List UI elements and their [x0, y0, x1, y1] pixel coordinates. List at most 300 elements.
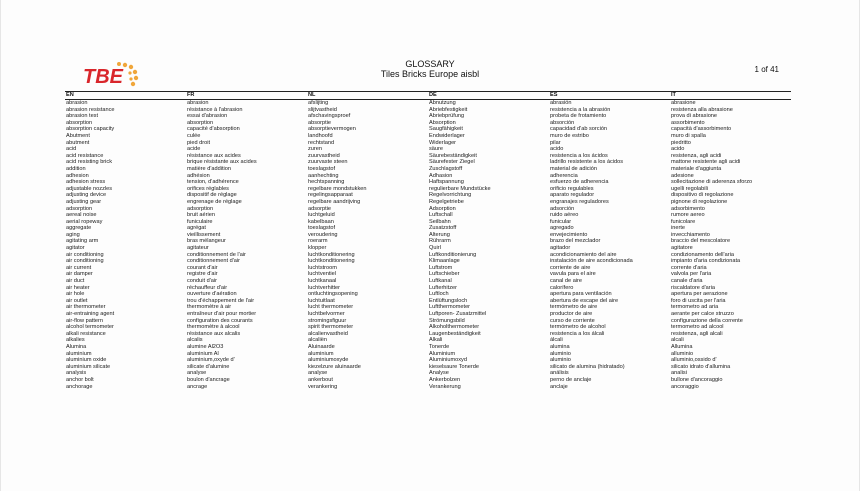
term-fr: tension, d'adhérence — [187, 179, 239, 186]
term-es: calorífero — [550, 284, 574, 291]
term-es: absorción — [550, 119, 575, 126]
term-en: adjusting gear — [66, 198, 102, 205]
term-nl: landhoofd — [308, 132, 333, 139]
term-es: aluminio — [550, 350, 571, 357]
term-en: air hole — [66, 291, 85, 298]
term-it: alluminio — [671, 350, 694, 357]
term-en: alcohol termometer — [66, 324, 114, 331]
term-fr: agrégat — [187, 225, 206, 232]
term-fr: essai d'abrasion — [187, 113, 228, 120]
column-header-fr: FR — [186, 92, 307, 100]
term-de: Seilbahn — [429, 218, 451, 225]
term-fr: ouverture d'aération — [187, 291, 237, 298]
term-es: canal de aire — [550, 278, 583, 285]
term-es: vavula para el aire — [550, 271, 596, 278]
term-nl: zuurvaste steen — [308, 159, 348, 166]
table-row — [65, 153, 791, 160]
term-es: resistencia a los álcali — [550, 330, 605, 337]
term-it: apertura per aerazione — [671, 291, 728, 298]
term-fr: résistance aux alcalis — [187, 330, 241, 337]
term-it: acido — [671, 146, 685, 153]
term-de: Rührarm — [429, 238, 451, 245]
term-es: ladrillo resistente a los ácidos — [550, 159, 624, 166]
term-en: aging — [66, 231, 80, 238]
term-it: sollecitazione di aderenza sforzo — [671, 179, 753, 186]
term-fr: trou d'échappement de l'air — [187, 297, 255, 304]
table-row — [65, 186, 791, 193]
table-row — [65, 126, 791, 133]
term-nl: luchtstroom — [308, 264, 337, 271]
term-en: alkali resistance — [66, 330, 106, 337]
term-es: análisis — [550, 370, 569, 377]
term-en: air-entraining agent — [66, 311, 115, 317]
table-row — [65, 159, 791, 166]
term-it: muro di spalla — [671, 132, 706, 139]
term-it: corrente d'aria — [671, 264, 707, 271]
term-nl: luchtkanaal — [308, 278, 337, 285]
term-fr: engrenage de réglage — [187, 198, 242, 205]
table-row — [65, 245, 791, 252]
term-fr: agitateur — [187, 245, 209, 252]
table-row — [65, 173, 791, 180]
term-de: Abnutzung — [429, 100, 456, 106]
term-es: apertura para ventilación — [550, 291, 612, 298]
term-fr: alumine Al2O3 — [187, 343, 224, 350]
term-en: abrasion resistance — [66, 106, 115, 113]
term-it: adesione — [671, 172, 694, 179]
table-row — [65, 337, 791, 344]
term-nl: toeslagstof — [308, 165, 336, 172]
table-row — [65, 318, 791, 325]
term-de: Adsorption — [429, 205, 456, 212]
organization-name: Tiles Bricks Europe aisbl — [380, 69, 480, 79]
term-es: funicular — [550, 218, 572, 225]
term-en: acid resistance — [66, 152, 104, 159]
term-fr: alcalis — [187, 337, 203, 344]
term-es: resistencia a los ácidos — [550, 152, 608, 159]
term-nl: lucht thermometer — [308, 304, 354, 311]
term-en: analysis — [66, 370, 87, 377]
term-it: prova di abrasione — [671, 113, 718, 120]
term-de: Zuschlagstoff — [429, 165, 463, 172]
table-row — [65, 285, 791, 292]
term-it: ancoraggio — [671, 383, 699, 390]
column-header-it: IT — [670, 92, 791, 100]
term-nl: absorptievermogen — [308, 126, 356, 133]
term-es: material de adición — [550, 165, 597, 172]
term-it: silicato idrato d'allumina — [671, 363, 731, 370]
term-es: adherencia — [550, 172, 578, 179]
term-de: Saugfähigkeit — [429, 126, 463, 133]
term-de: Luftkanal — [429, 278, 452, 285]
term-es: abertura de escape del aire — [550, 297, 619, 304]
term-nl: regelbare mondstukken — [308, 185, 367, 192]
term-nl: ontluchtingsopening — [308, 291, 358, 298]
term-de: Säurebeständigkeit — [429, 152, 477, 159]
term-es: capacidad d'ab sorción — [550, 126, 608, 133]
term-en: abutment — [66, 139, 90, 146]
table-row — [65, 238, 791, 245]
term-en: adjustable nozzles — [66, 185, 113, 192]
term-fr: thermomètre à air — [187, 304, 232, 311]
term-es: acondicionamiento del aire — [550, 251, 617, 258]
table-row — [65, 311, 791, 318]
term-nl: slijtvastheid — [308, 106, 337, 113]
column-header-en: EN — [65, 92, 186, 100]
term-it: aerante per calce struzzo — [671, 311, 734, 317]
term-de: Alterung — [429, 231, 450, 238]
term-nl: kiezelzure aluinaarde — [308, 363, 361, 370]
term-de: Adhasion — [429, 172, 453, 179]
term-it: termometro ad aria — [671, 304, 719, 311]
term-fr: adhésion — [187, 172, 210, 179]
table-row — [65, 212, 791, 219]
table-row — [65, 179, 791, 186]
term-nl: aluminium — [308, 350, 334, 357]
table-row — [65, 206, 791, 213]
term-de: Luftschieber — [429, 271, 460, 278]
term-en: aereal noise — [66, 212, 97, 219]
term-nl: luchtgeluid — [308, 212, 335, 219]
term-fr: vieillissement — [187, 231, 221, 238]
term-de: Klimaanlage — [429, 258, 460, 265]
term-it: ugelli regolabili — [671, 185, 709, 192]
term-fr: absorption — [187, 119, 214, 126]
term-fr: conditionnement d'air — [187, 258, 240, 265]
term-it: canale d'aria — [671, 278, 703, 285]
term-it: resistenza, agli acidi — [671, 152, 722, 159]
table-row — [65, 304, 791, 311]
term-nl: spirit thermometer — [308, 324, 354, 331]
term-it: pignone di regolazione — [671, 198, 728, 205]
term-it: adsorbimento — [671, 205, 705, 212]
term-es: probeta de frotamiento — [550, 113, 607, 120]
term-de: Luftstrom — [429, 264, 453, 271]
term-it: dispositivo di regolazione — [671, 192, 734, 199]
term-es: muro de estribo — [550, 132, 589, 139]
term-es: anclaje — [550, 383, 568, 390]
table-row — [65, 225, 791, 232]
term-es: perno de anclaje — [550, 376, 592, 383]
table-row — [65, 192, 791, 199]
term-en: absorption capacity — [66, 126, 115, 133]
term-en: alkalies — [66, 337, 85, 344]
term-nl: luchtbelvormer — [308, 311, 345, 317]
glossary-title: GLOSSARY — [405, 59, 455, 69]
table-row — [65, 232, 791, 239]
term-fr: conduit d'air — [187, 278, 217, 285]
term-it: alcali — [671, 337, 684, 344]
term-de: Strömungsbild — [429, 317, 465, 324]
term-es: corriente de aire — [550, 264, 591, 271]
term-en: abrasion — [66, 100, 88, 106]
term-es: acido — [550, 146, 564, 153]
term-it: capacità d'assorbimento — [671, 126, 732, 133]
term-it: termometro ad alcool — [671, 324, 724, 331]
term-it: foro di uscita per l'aria — [671, 297, 726, 304]
term-fr: dispositif de réglage — [187, 192, 237, 199]
term-it: resistenza alla abrasione — [671, 106, 733, 113]
term-es: esfuerzo de adherencia — [550, 179, 609, 186]
term-it: funicolare — [671, 218, 696, 225]
term-nl: Aluinaarde — [308, 343, 335, 350]
term-de: Alkali — [429, 337, 443, 344]
term-en: air damper — [66, 271, 93, 278]
term-fr: capacité d'absorption — [187, 126, 240, 133]
term-it: riscaldatore d'aria — [671, 284, 715, 291]
table-row — [65, 265, 791, 272]
table-row — [65, 344, 791, 351]
term-nl: ankerbout — [308, 376, 333, 383]
term-nl: luchtkonditionering — [308, 251, 355, 258]
glossary-body — [65, 100, 791, 391]
term-nl: analyse — [308, 370, 328, 377]
term-it: valvola per l'aria — [671, 271, 712, 278]
table-row — [65, 351, 791, 358]
logo-text: TBE — [83, 66, 123, 88]
term-de: Alkoholthermometer — [429, 324, 480, 331]
term-de: Quirl — [429, 245, 441, 252]
term-es: productor de aire — [550, 311, 593, 317]
term-en: adjusting device — [66, 192, 107, 199]
term-de: Regelvorrichtung — [429, 192, 472, 199]
term-nl: afslijting — [308, 100, 329, 106]
table-row — [65, 324, 791, 331]
term-de: Haftspannung — [429, 179, 464, 186]
term-es: agregado — [550, 225, 574, 232]
term-fr: bras mélangeur — [187, 238, 226, 245]
table-row — [65, 258, 791, 265]
term-it: agitatore — [671, 245, 693, 252]
term-de: Aluminium — [429, 350, 456, 357]
term-it: condizionamento dell'aria — [671, 251, 734, 258]
term-en: air-flow pattern — [66, 317, 103, 324]
term-en: air conditioning — [66, 251, 104, 258]
term-de: Luftthermometer — [429, 304, 471, 311]
table-row — [65, 100, 791, 107]
term-es: álcali — [550, 337, 563, 344]
term-en: agitating arm — [66, 238, 99, 245]
table-row — [65, 199, 791, 206]
table-row — [65, 146, 791, 153]
term-de: Abriebprüfung — [429, 113, 465, 120]
term-it: mattone resistente agli acidi — [671, 159, 741, 166]
term-fr: résistance aux acides — [187, 152, 241, 159]
term-en: acid resisting brick — [66, 159, 113, 166]
table-row — [65, 331, 791, 338]
term-fr: bruit aérien — [187, 212, 215, 219]
term-fr: orifices réglables — [187, 185, 229, 192]
term-de: Zusatzstoff — [429, 225, 457, 232]
term-nl: kabelbaan — [308, 218, 334, 225]
term-en: agitator — [66, 245, 85, 252]
term-fr: acide — [187, 146, 201, 153]
term-nl: klopper — [308, 245, 327, 252]
term-fr: analyse — [187, 370, 207, 377]
term-en: anchorage — [66, 383, 93, 390]
term-it: impianto d'aria condizionata — [671, 258, 741, 265]
table-row — [65, 370, 791, 377]
term-nl: absorptie — [308, 119, 332, 126]
term-fr: ancrage — [187, 383, 208, 390]
term-en: addition — [66, 165, 86, 172]
term-es: termómetro de aire — [550, 304, 598, 311]
term-de: Luftkonditionierung — [429, 251, 477, 258]
term-en: aluminium oxide — [66, 357, 107, 364]
term-en: air thermometer — [66, 304, 106, 311]
term-fr: pied droit — [187, 139, 211, 146]
term-nl: zuren — [308, 146, 322, 153]
term-en: adsorption — [66, 205, 93, 212]
term-en: air duct — [66, 278, 85, 285]
term-it: analisi — [671, 370, 687, 377]
term-fr: silicate d'alumine — [187, 363, 230, 370]
term-fr: entraîneur d'air pour mortier — [187, 311, 257, 317]
term-en: Alumina — [66, 343, 87, 350]
term-nl: rechtstand — [308, 139, 335, 146]
table-row — [65, 298, 791, 305]
term-fr: adsorption — [187, 205, 214, 212]
term-it: materiale d'aggiunta — [671, 165, 722, 172]
term-de: Luftporen- Zusatzmittel — [429, 311, 487, 317]
term-es: aluminio — [550, 357, 571, 364]
term-it: piedritto — [671, 139, 691, 146]
term-de: Endwiderlager — [429, 132, 465, 139]
term-en: abrasion test — [66, 113, 99, 120]
term-es: orificio regulables — [550, 185, 594, 192]
term-de: säure — [429, 146, 443, 153]
term-it: abrasione — [671, 100, 696, 106]
term-de: Lufterhitzer — [429, 284, 457, 291]
table-row — [65, 120, 791, 127]
table-row — [65, 140, 791, 147]
term-fr: conditionnement de l'air — [187, 251, 246, 258]
term-es: adsorción — [550, 205, 575, 212]
term-nl: alcaliën — [308, 337, 327, 344]
term-de: Aluminiumoxyd — [429, 357, 467, 364]
term-nl: hechtspanning — [308, 179, 345, 186]
term-de: Luftloch — [429, 291, 449, 298]
term-nl: verankering — [308, 383, 338, 390]
term-de: Luftschall — [429, 212, 453, 219]
term-it: configurazione della corrente — [671, 317, 743, 324]
term-de: Tonerde — [429, 343, 450, 350]
term-es: curso de corriente — [550, 317, 595, 324]
term-en: air conditioning — [66, 258, 104, 265]
term-en: aggregate — [66, 225, 92, 232]
term-fr: aluminium,oxyde d' — [187, 357, 235, 364]
term-es: agitador — [550, 245, 571, 252]
term-fr: configuration des courants — [187, 317, 253, 324]
term-en: acid — [66, 146, 77, 153]
term-en: adhesion — [66, 172, 89, 179]
term-nl: veroudering — [308, 231, 338, 238]
table-row — [65, 113, 791, 120]
term-en: absorption — [66, 119, 93, 126]
term-de: Ankerbolzen — [429, 376, 461, 383]
table-row — [65, 133, 791, 140]
term-es: instalación de aire acondicionada — [550, 258, 633, 265]
table-header-row — [65, 92, 791, 100]
term-fr: registre d'air — [187, 271, 218, 278]
table-row — [65, 107, 791, 114]
glossary-table — [65, 91, 791, 390]
term-fr: résistance à l'abrasion — [187, 106, 243, 113]
table-row — [65, 384, 791, 391]
term-it: inerte — [671, 225, 685, 232]
term-nl: aluminiumoxyde — [308, 357, 349, 364]
term-en: air current — [66, 264, 92, 271]
term-de: Analyse — [429, 370, 449, 377]
term-it: bullone d'ancoraggio — [671, 376, 723, 383]
term-es: brazo del mezclador — [550, 238, 601, 245]
term-nl: luchtverhitter — [308, 284, 341, 291]
term-de: Regelgetriebe — [429, 198, 464, 205]
term-nl: zuurvastheid — [308, 152, 340, 159]
term-en: aluminium — [66, 350, 92, 357]
term-nl: toeslagstof — [308, 225, 336, 232]
term-fr: boulon d'ancrage — [187, 376, 230, 383]
term-es: resistencia a la abrasión — [550, 106, 611, 113]
term-es: ruido aéreo — [550, 212, 579, 219]
table-row — [65, 271, 791, 278]
term-nl: aanhechting — [308, 172, 339, 179]
term-en: air heater — [66, 284, 90, 291]
term-nl: adsorptie — [308, 205, 332, 212]
term-es: abrasión — [550, 100, 572, 106]
term-es: termómetro de alcohol — [550, 324, 606, 331]
term-it: braccio del mescolatore — [671, 238, 731, 245]
document-header — [1, 59, 859, 79]
term-de: kieselsaure Tonerde — [429, 363, 479, 370]
term-it: rumore aereo — [671, 212, 705, 219]
table-row — [65, 219, 791, 226]
term-it: invecchiamento — [671, 231, 710, 238]
term-it: alluminio,ossido d' — [671, 357, 717, 364]
term-en: Abutment — [66, 132, 90, 139]
term-fr: courant d'air — [187, 264, 218, 271]
term-fr: brique résistante aux acides — [187, 159, 257, 166]
term-de: Verankerung — [429, 383, 461, 390]
term-es: pilar — [550, 139, 561, 146]
term-en: adhesion stress — [66, 179, 106, 186]
term-nl: stromingsfiguur — [308, 317, 347, 324]
term-es: aparato regulador — [550, 192, 595, 199]
term-fr: réchauffeur d'air — [187, 284, 228, 291]
term-nl: luchtuitlaat — [308, 297, 335, 304]
term-de: Abriebfestigkeit — [429, 106, 468, 113]
term-es: alumina — [550, 343, 570, 350]
term-it: Allumina — [671, 343, 693, 350]
term-de: regulierbare Mundstücke — [429, 185, 491, 192]
table-row — [65, 357, 791, 364]
table-row — [65, 278, 791, 285]
table-row — [65, 291, 791, 298]
term-es: envejecimiento — [550, 231, 588, 238]
column-header-de: DE — [428, 92, 549, 100]
term-fr: abrasion — [187, 100, 209, 106]
term-en: aerial ropeway — [66, 218, 103, 225]
term-en: aluminium silicate — [66, 363, 111, 370]
page-number: 1 of 41 — [754, 65, 779, 74]
column-header-nl: NL — [307, 92, 428, 100]
term-es: silicato de alumina (hidratado) — [550, 363, 625, 370]
term-fr: aluminium Al — [187, 350, 219, 357]
column-header-es: ES — [549, 92, 670, 100]
term-it: resistenza, agli alcali — [671, 330, 723, 337]
term-fr: funiculaire — [187, 218, 213, 225]
term-nl: luchtkonditionering — [308, 258, 355, 265]
